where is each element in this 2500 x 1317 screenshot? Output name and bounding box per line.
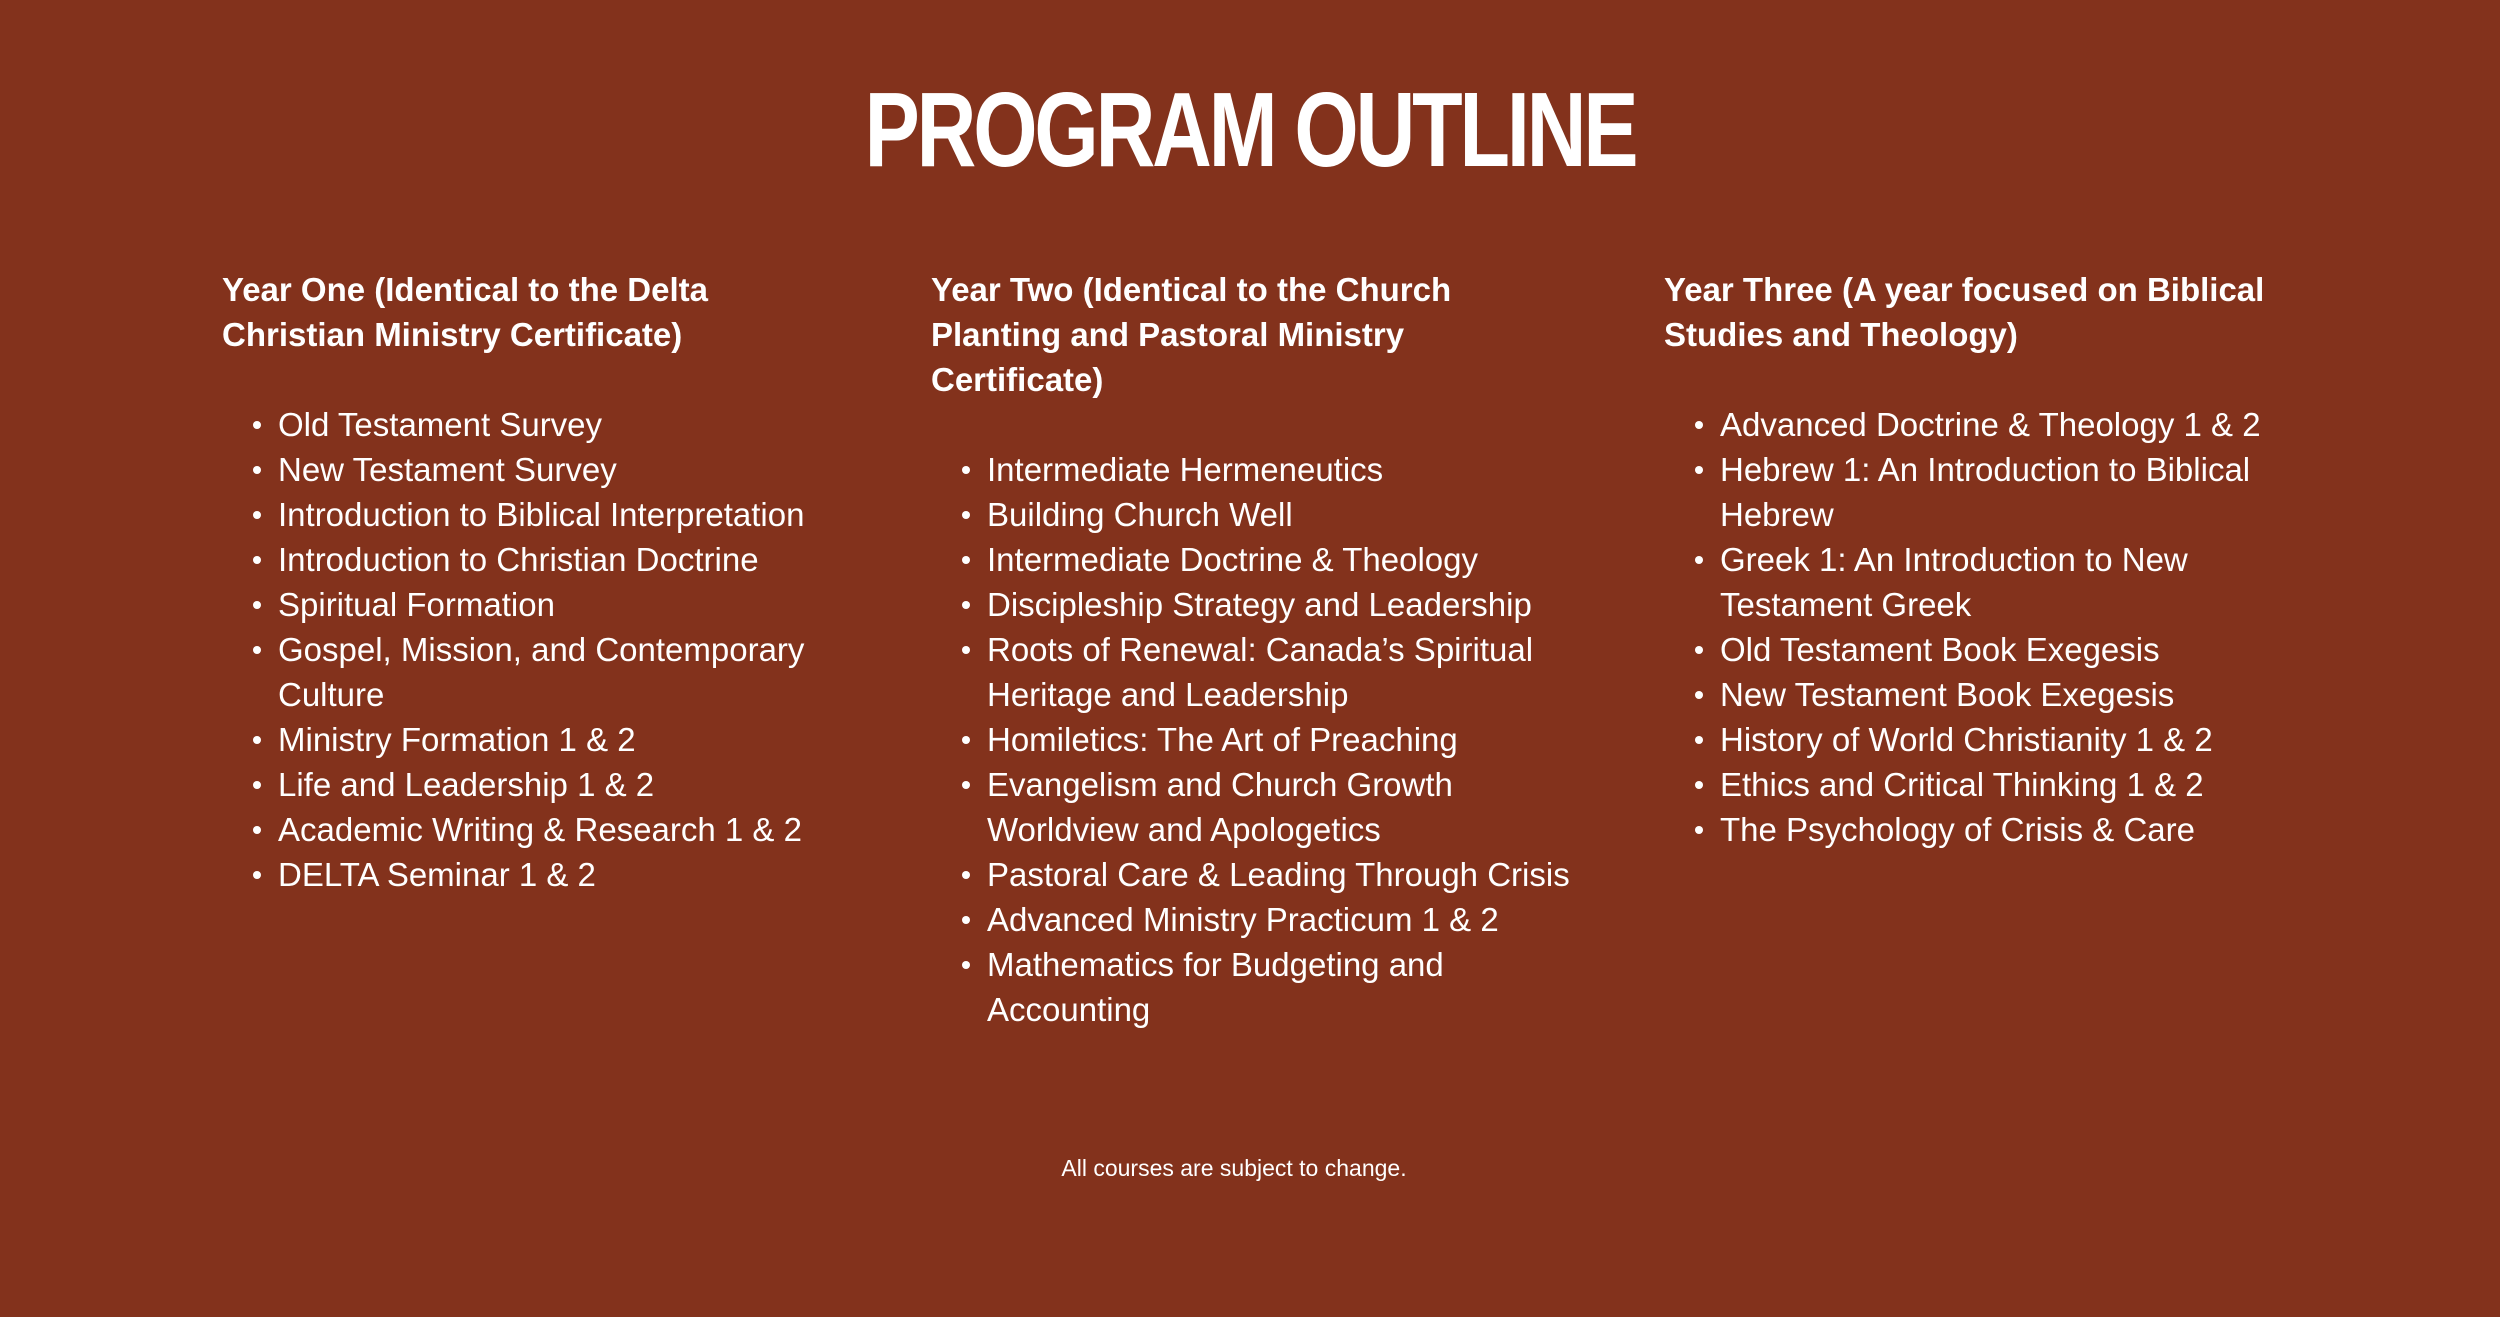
list-item: Building Church Well bbox=[931, 492, 1571, 537]
page-title: PROGRAM OUTLINE bbox=[864, 71, 1636, 189]
year-one-column bbox=[222, 267, 832, 897]
list-item: New Testament Survey bbox=[222, 447, 832, 492]
list-item: History of World Christianity 1 & 2 bbox=[1664, 717, 2304, 762]
list-item: DELTA Seminar 1 & 2 bbox=[222, 852, 832, 897]
list-item: Greek 1: An Introduction to New Testament Greek bbox=[1664, 537, 2304, 627]
list-item: Advanced Ministry Practicum 1 & 2 bbox=[931, 897, 1571, 942]
year-one-course-list bbox=[222, 402, 832, 897]
list-item: New Testament Book Exegesis bbox=[1664, 672, 2304, 717]
list-item: Intermediate Hermeneutics bbox=[931, 447, 1571, 492]
year-two-heading: Year Two (Identical to the Church Planting and Pastoral Ministry Certificate) bbox=[931, 271, 1452, 398]
list-item: Intermediate Doctrine & Theology bbox=[931, 537, 1571, 582]
list-item: Discipleship Strategy and Leadership bbox=[931, 582, 1571, 627]
list-item: Ministry Formation 1 & 2 bbox=[222, 717, 832, 762]
list-item: Homiletics: The Art of Preaching bbox=[931, 717, 1571, 762]
list-item: Hebrew 1: An Introduction to Biblical Hebrew bbox=[1664, 447, 2304, 537]
list-item: Life and Leadership 1 & 2 bbox=[222, 762, 832, 807]
list-item: Academic Writing & Research 1 & 2 bbox=[222, 807, 832, 852]
year-one-heading: Year One (Identical to the Delta Christian Ministry Certificate) bbox=[222, 271, 708, 353]
list-item: Evangelism and Church Growth Worldview and Apologetics bbox=[931, 762, 1571, 852]
list-item: Old Testament Survey bbox=[222, 402, 832, 447]
list-item: Introduction to Biblical Interpretation bbox=[222, 492, 832, 537]
year-two-course-list bbox=[931, 447, 1571, 1032]
list-item: Ethics and Critical Thinking 1 & 2 bbox=[1664, 762, 2304, 807]
list-item: Gospel, Mission, and Contemporary Culture bbox=[222, 627, 832, 717]
list-item: Advanced Doctrine & Theology 1 & 2 bbox=[1664, 402, 2304, 447]
year-two-column bbox=[931, 267, 1571, 1032]
footnote: All courses are subject to change. bbox=[1061, 1155, 1407, 1181]
list-item: Old Testament Book Exegesis bbox=[1664, 627, 2304, 672]
list-item: Introduction to Christian Doctrine bbox=[222, 537, 832, 582]
list-item: Spiritual Formation bbox=[222, 582, 832, 627]
year-three-column bbox=[1664, 267, 2304, 852]
list-item: Pastoral Care & Leading Through Crisis bbox=[931, 852, 1571, 897]
year-three-course-list bbox=[1664, 402, 2304, 852]
list-item: The Psychology of Crisis & Care bbox=[1664, 807, 2304, 852]
list-item: Roots of Renewal: Canada’s Spiritual Heritage and Leadership bbox=[931, 627, 1571, 717]
list-item: Mathematics for Budgeting and Accounting bbox=[931, 942, 1571, 1032]
year-three-heading: Year Three (A year focused on Biblical Studies and Theology) bbox=[1664, 271, 2265, 353]
